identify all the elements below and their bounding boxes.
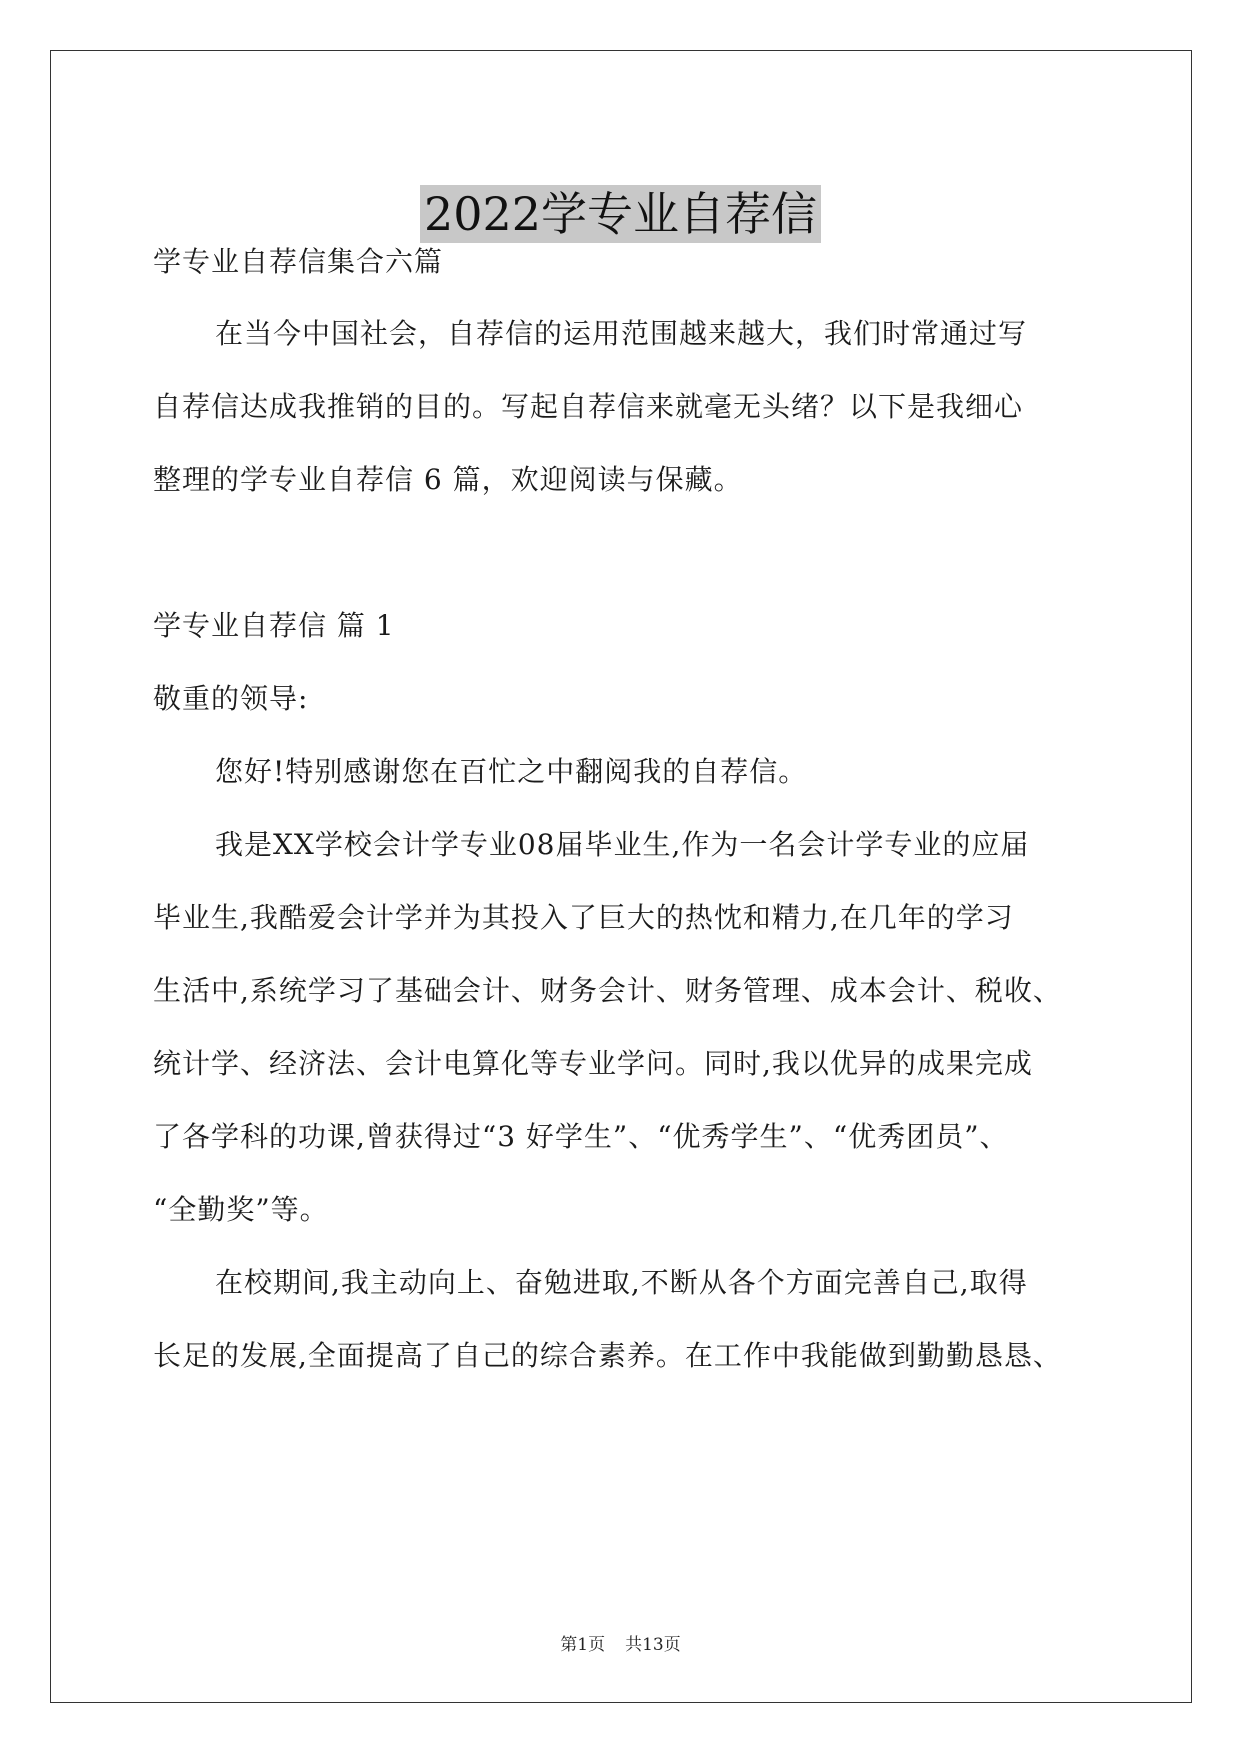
document-title: 2022学专业自荐信 (420, 185, 821, 243)
paragraph1-line-3: 生活中,系统学习了基础会计、财务会计、财务管理、成本会计、税收、 (153, 974, 1062, 1007)
page-footer (0, 1630, 1241, 1655)
page-border (50, 50, 1192, 1703)
paragraph2-line-2: 长足的发展,全面提高了自己的综合素养。在工作中我能做到勤勤恳恳、 (153, 1339, 1062, 1372)
section-heading: 学专业自荐信 篇 1 (153, 609, 395, 642)
paragraph1-line-4: 统计学、经济法、会计电算化等专业学问。同时,我以优异的成果完成 (153, 1047, 1033, 1080)
page-total: 共13页 (625, 1635, 681, 1655)
paragraph1-line-1: 我是XX学校会计学专业08届毕业生,作为一名会计学专业的应届 (215, 828, 1030, 861)
intro-line-1: 在当今中国社会，自荐信的运用范围越来越大，我们时常通过写 (215, 317, 1028, 350)
paragraph2-line-1: 在校期间,我主动向上、奋勉进取,不断从各个方面完善自己,取得 (215, 1266, 1028, 1299)
paragraph1-line-6: “全勤奖”等。 (153, 1193, 329, 1226)
intro-line-2: 自荐信达成我推销的目的。写起自荐信来就毫无头绪？以下是我细心 (153, 390, 1024, 423)
subtitle: 学专业自荐信集合六篇 (153, 245, 444, 278)
paragraph1-line-5: 了各学科的功课,曾获得过“3 好学生”、“优秀学生”、“优秀团员”、 (153, 1120, 1009, 1153)
salutation: 敬重的领导: (153, 682, 309, 715)
greeting: 您好!特别感谢您在百忙之中翻阅我的自荐信。 (215, 755, 808, 788)
intro-line-3: 整理的学专业自荐信 6 篇，欢迎阅读与保藏。 (153, 463, 743, 496)
page-number: 第1页 (560, 1635, 606, 1655)
paragraph1-line-2: 毕业生,我酷爱会计学并为其投入了巨大的热忱和精力,在几年的学习 (153, 901, 1014, 934)
